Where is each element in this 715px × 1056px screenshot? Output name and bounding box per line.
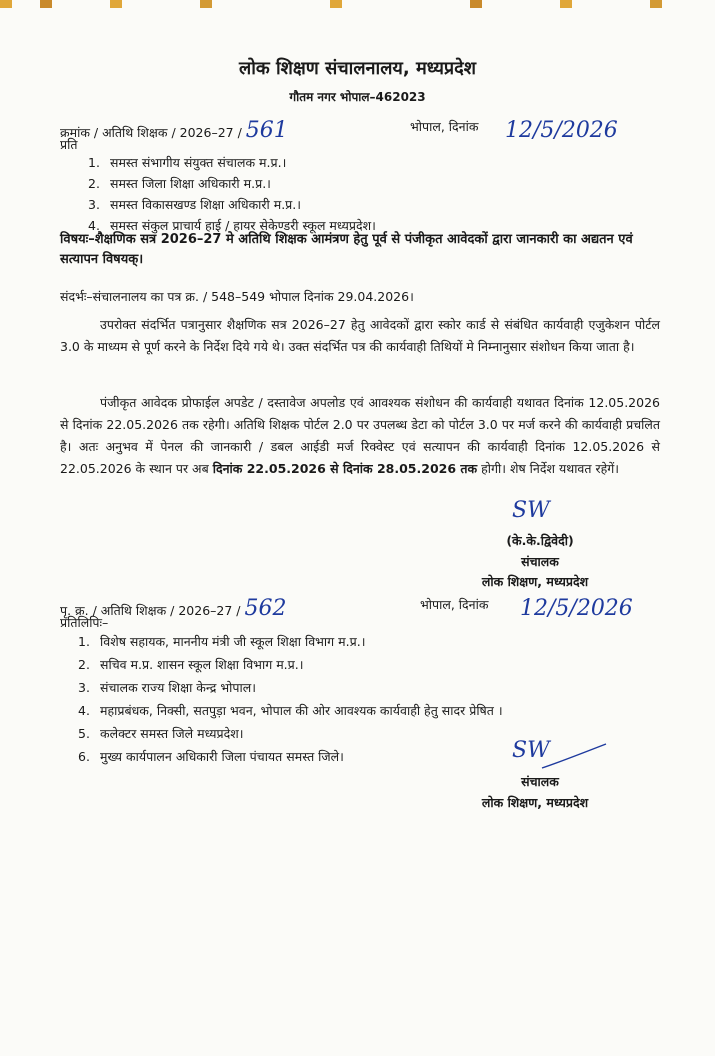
para2-bold-dates: दिनांक 22.05.2026 से दिनांक 28.05.2026 तक [212,461,478,476]
list-item: 4. महाप्रबंधक, निक्सी, सतपुड़ा भवन, भोपाल की ओर आवश्यक कार्यवाही हेतु सादर प्रेषित । [78,703,503,718]
list-item: 2. सचिव म.प्र. शासन स्कूल शिक्षा विभाग म.प्र.। [78,657,304,672]
signature-2-office: लोक शिक्षण, मध्यप्रदेश [481,795,589,810]
list-item: 6. मुख्य कार्यपालन अधिकारी जिला पंचायत समस्त जिले। [78,749,344,764]
signature-1-office: लोक शिक्षण, मध्यप्रदेश [481,574,589,589]
signature-1-name: (के.के.द्विवेदी) [506,533,574,548]
list-item: 2. समस्त जिला शिक्षा अधिकारी म.प्र.। [88,176,271,191]
ref2-number-handwritten: 562 [244,596,287,621]
ref2-prefix: पृ. क्र. / अतिथि शिक्षक / 2026–27 / [60,603,241,618]
list-item: 1. विशेष सहायक, माननीय मंत्री जी स्कूल शिक्षा विभाग म.प्र.। [78,634,366,649]
ref2-date-label: भोपाल, दिनांक [420,597,489,612]
signature-1-designation: संचालक [521,554,559,569]
signature-2-initials: SW [512,738,550,763]
top-color-strip [0,0,715,8]
ref-number-handwritten: 561 [245,118,288,143]
ref-date-label: भोपाल, दिनांक [410,119,479,134]
ref-date-handwritten: 12/5/2026 [505,118,618,143]
list-item: 1. समस्त संभागीय संयुक्त संचालक म.प्र.। [88,155,287,170]
ref-prefix: क्रमांक / अतिथि शिक्षक / 2026–27 / [60,125,242,140]
recipient-list [88,152,376,236]
signature-1-initials: SW [512,498,550,523]
to-label: प्रति [60,137,78,152]
ref2-date-handwritten: 12/5/2026 [520,596,633,621]
body-paragraph-2 [60,392,660,480]
signature-2-flourish [540,742,610,772]
copy-list [78,630,503,768]
para2-main: पंजीकृत आवेदक प्रोफाईल अपडेट / दस्तावेज अपलोड एवं आवश्यक संशोधन की कार्यवाही यथावत दिनांक 12.05.2026 से दिनांक 22.05.2026 तक रहेगी। अतिथि शिक्षक पोर्टल 2.0 पर उपलब्ध डेटा को पोर्टल 3.0 पर मर्ज करने की कार्यवाही प्रचलित है। अतः अनुभव में पेनल की जानकारी / डबल आईडी मर्ज रिक्वेस्ट एवं सत्यापन की कार्यवाही दिनांक 12.05.2026 से 22.05.2026 के स्थान पर अब [60,395,660,476]
list-item: 3. समस्त विकासखण्ड शिक्षा अधिकारी म.प्र.। [88,197,302,212]
reference-line: संदर्भः–संचालनालय का पत्र क्र. / 548–549 भोपाल दिनांक 29.04.2026। [60,289,414,304]
office-address: गौतम नगर भोपाल–462023 [289,90,426,104]
list-item: 3. संचालक राज्य शिक्षा केन्द्र भोपाल। [78,680,256,695]
ref-number-line [60,118,288,143]
office-title: लोक शिक्षण संचालनालय, मध्यप्रदेश [239,58,476,79]
copy-label: प्रतिलिपिः– [60,615,109,630]
signature-2-designation: संचालक [521,774,559,789]
para2-end: होगी। शेष निर्देश यथावत रहेगें। [481,461,620,476]
list-item: 4. समस्त संकुल प्राचार्य हाई / हायर सेकेण्डरी स्कूल मध्यप्रदेश। [88,218,376,233]
list-item: 5. कलेक्टर समस्त जिले मध्यप्रदेश। [78,726,244,741]
subject-line: विषयः–शैक्षणिक सत्र 2026–27 मे अतिथि शिक्षक आमंत्रण हेतु पूर्व से पंजीकृत आवेदकों द्वारा जानकारी का अद्यतन एवं सत्यापन विषयक्। [60,232,633,267]
body-paragraph-1: उपरोक्त संदर्भित पत्रानुसार शैक्षणिक सत्र 2026–27 हेतु आवेदकों द्वारा स्कोर कार्ड से संबंधित कार्यवाही एजुकेशन पोर्टल 3.0 के माध्यम से पूर्ण करने के निर्देश दिये गये थे। उक्त संदर्भित पत्र की कार्यवाही तिथियों मे निम्नानुसार संशोधन किया जाता है। [60,317,660,354]
